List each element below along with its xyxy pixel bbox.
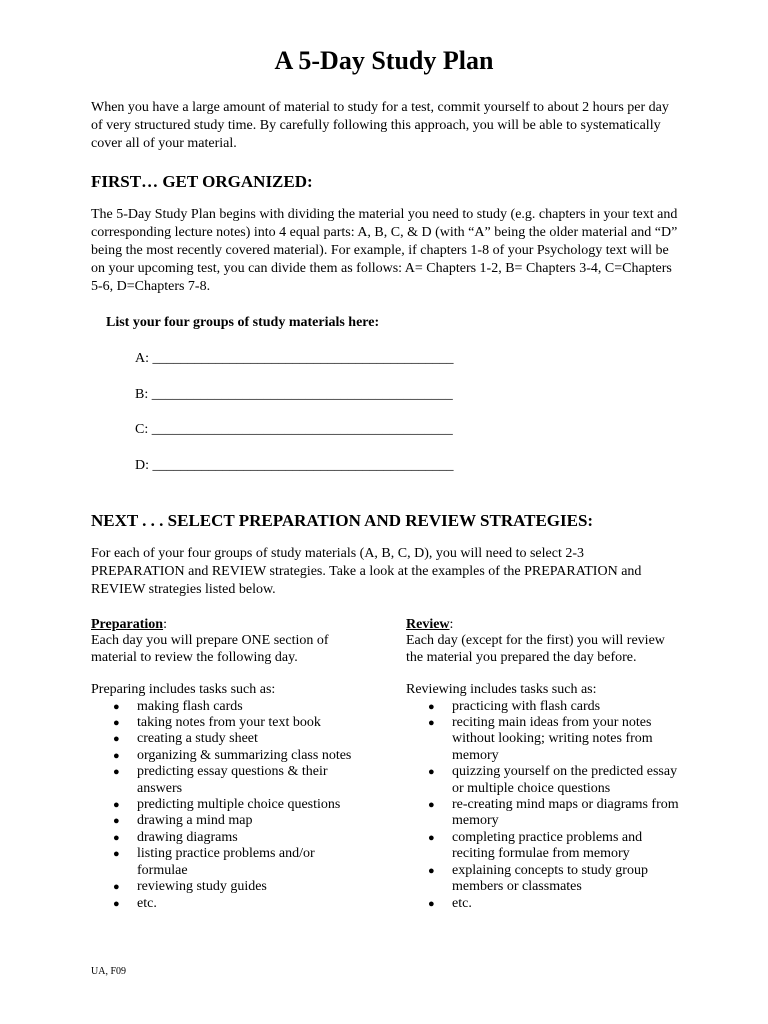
list-item-text: etc. bbox=[452, 895, 472, 911]
list-item-text: etc. bbox=[137, 895, 157, 911]
bullet-icon: ● bbox=[428, 766, 435, 779]
footer-code: UA, F09 bbox=[91, 966, 127, 977]
list-item bbox=[91, 797, 391, 813]
list-item bbox=[91, 715, 391, 731]
list-prompt: List your four groups of study materials here: bbox=[106, 315, 380, 330]
list-item bbox=[406, 764, 706, 797]
list-item-text: drawing diagrams bbox=[137, 829, 238, 845]
preparation-list bbox=[91, 699, 391, 912]
bullet-icon: ● bbox=[113, 749, 120, 762]
review-title-colon: : bbox=[449, 617, 454, 632]
list-item-text: organizing & summarizing class notes bbox=[137, 747, 352, 763]
list-item bbox=[91, 731, 391, 747]
list-item-text: answers bbox=[137, 780, 183, 796]
bullet-icon: ● bbox=[113, 766, 120, 779]
blank-line-a: A: ___________________________________________ bbox=[135, 351, 454, 366]
bullet-icon: ● bbox=[113, 717, 120, 730]
list-item-text: drawing a mind map bbox=[137, 813, 253, 829]
list-item-text: making flash cards bbox=[137, 698, 243, 714]
list-item-text: or multiple choice questions bbox=[452, 780, 611, 796]
list-item bbox=[91, 699, 391, 715]
bullet-icon: ● bbox=[428, 897, 435, 910]
bullet-icon: ● bbox=[428, 700, 435, 713]
list-item-text: formulae bbox=[137, 862, 188, 878]
review-desc-line: the material you prepared the day before. bbox=[406, 649, 637, 665]
review-title: Review bbox=[406, 617, 450, 632]
list-item-text: reviewing study guides bbox=[137, 879, 267, 895]
bullet-icon: ● bbox=[428, 831, 435, 844]
bullet-icon: ● bbox=[113, 897, 120, 910]
list-item-text: explaining concepts to study group bbox=[452, 862, 648, 878]
bullet-icon: ● bbox=[428, 799, 435, 812]
list-item-text: memory bbox=[452, 747, 499, 763]
page-title: A 5-Day Study Plan bbox=[274, 46, 494, 75]
list-item-text: memory bbox=[452, 813, 499, 829]
preparation-desc-line: material to review the following day. bbox=[91, 649, 298, 665]
list-item-text: listing practice problems and/or bbox=[137, 846, 315, 862]
review-desc-line: Each day (except for the first) you will review bbox=[406, 633, 665, 649]
list-item bbox=[91, 896, 391, 912]
blank-line-d: D: ___________________________________________ bbox=[135, 458, 454, 473]
list-item bbox=[406, 830, 706, 863]
blank-line-b: B: ___________________________________________ bbox=[135, 387, 453, 402]
bullet-icon: ● bbox=[428, 717, 435, 730]
strategies-paragraph: For each of your four groups of study materials (A, B, C, D), you will need to select 2-3 PREPARATION and REVIEW strategies. Take a look at the examples of the PREPARATION and REVIEW strategies listed below. bbox=[91, 546, 642, 597]
list-item bbox=[91, 830, 391, 846]
list-item-text: completing practice problems and bbox=[452, 829, 643, 845]
list-item bbox=[91, 764, 391, 797]
bullet-icon: ● bbox=[113, 700, 120, 713]
list-item bbox=[91, 813, 391, 829]
preparation-desc-line: Each day you will prepare ONE section of bbox=[91, 633, 329, 649]
preparation-title: Preparation bbox=[91, 617, 164, 632]
bullet-icon: ● bbox=[113, 733, 120, 746]
list-item-text: reciting formulae from memory bbox=[452, 846, 630, 862]
section-heading-get-organized: FIRST… GET ORGANIZED: bbox=[91, 172, 313, 191]
review-title-line bbox=[406, 617, 706, 633]
list-item bbox=[91, 748, 391, 764]
review-tasks-intro: Reviewing includes tasks such as: bbox=[406, 682, 597, 698]
list-item bbox=[406, 699, 706, 715]
bullet-icon: ● bbox=[428, 864, 435, 877]
list-item-text: predicting multiple choice questions bbox=[137, 797, 341, 813]
list-item bbox=[406, 896, 706, 912]
list-item bbox=[406, 715, 706, 764]
organize-paragraph: The 5-Day Study Plan begins with dividing the material you need to study (e.g. chapters in your text and corresponding lecture notes) into 4 equal parts: A, B, C, & D (with “A” being the older material and “D” being the most recently covered material). For example, if chapters 1-8 of your Psychology text will be on your upcoming test, you can divide them as follows: A= Chapters 1-2, B= Chapters 3-4, C=Chapters 5-6, D=Chapters 7-8. bbox=[91, 207, 678, 294]
list-item bbox=[91, 879, 391, 895]
bullet-icon: ● bbox=[113, 848, 120, 861]
list-item-text: re-creating mind maps or diagrams from bbox=[452, 797, 679, 813]
list-item-text: reciting main ideas from your notes bbox=[452, 715, 652, 731]
review-column bbox=[406, 617, 706, 912]
list-item bbox=[406, 863, 706, 896]
list-item-text: taking notes from your text book bbox=[137, 715, 321, 731]
list-item bbox=[406, 797, 706, 830]
section-heading-strategies: NEXT . . . SELECT PREPARATION AND REVIEW STRATEGIES: bbox=[91, 511, 594, 530]
bullet-icon: ● bbox=[113, 815, 120, 828]
list-item-text: practicing with flash cards bbox=[452, 698, 601, 714]
list-item bbox=[91, 846, 391, 879]
list-item-text: quizzing yourself on the predicted essay bbox=[452, 764, 678, 780]
intro-paragraph: When you have a large amount of material to study for a test, commit yourself to about 2 hours per day of very structured study time. By carefully following this approach, you will be able to systematically cover all of your material. bbox=[91, 100, 669, 151]
list-item-text: members or classmates bbox=[452, 879, 582, 895]
list-item-text: creating a study sheet bbox=[137, 731, 258, 747]
bullet-icon: ● bbox=[113, 799, 120, 812]
bullet-icon: ● bbox=[113, 831, 120, 844]
blank-line-c: C: ___________________________________________ bbox=[135, 422, 453, 437]
preparation-title-line bbox=[91, 617, 391, 633]
review-list bbox=[406, 699, 706, 912]
list-item-text: predicting essay questions & their bbox=[137, 764, 328, 780]
preparation-tasks-intro: Preparing includes tasks such as: bbox=[91, 682, 276, 698]
bullet-icon: ● bbox=[113, 881, 120, 894]
preparation-column bbox=[91, 617, 391, 912]
list-item-text: without looking; writing notes from bbox=[452, 731, 653, 747]
preparation-title-colon: : bbox=[163, 617, 167, 632]
